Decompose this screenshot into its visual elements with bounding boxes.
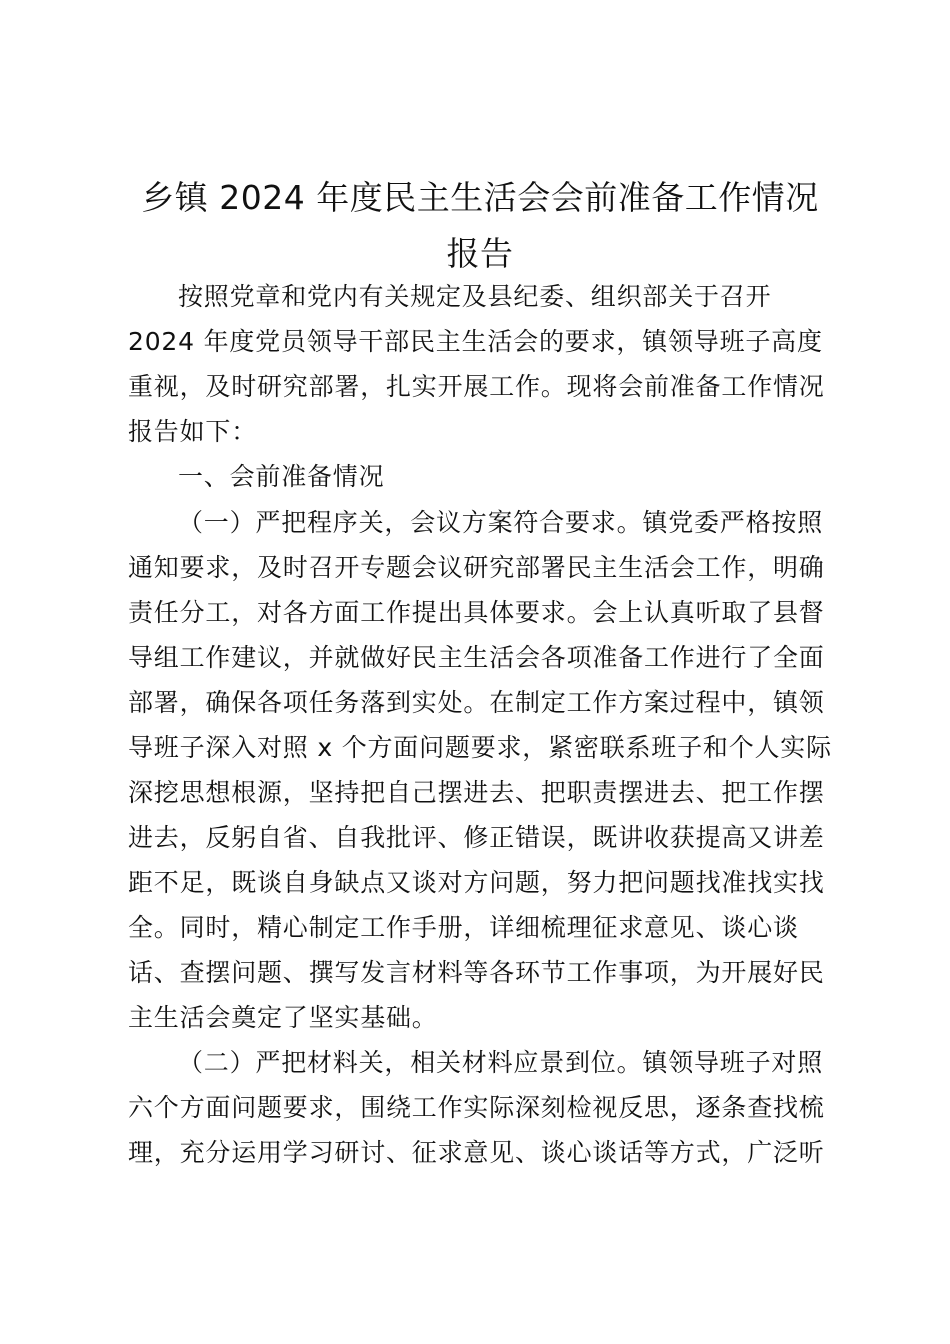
paragraph-line: 进去，反躬自省、自我批评、修正错误，既讲收获提高又讲差 bbox=[128, 823, 825, 852]
paragraph-line: 六个方面问题要求，围绕工作实际深刻检视反思，逐条查找梳 bbox=[128, 1093, 825, 1122]
paragraph-line: 全。同时，精心制定工作手册，详细梳理征求意见、谈心谈 bbox=[128, 913, 799, 942]
paragraph-line: 按照党章和党内有关规定及县纪委、组织部关于召开 bbox=[178, 282, 772, 311]
section-heading: 一、会前准备情况 bbox=[178, 462, 385, 491]
paragraph-line: 理，充分运用学习研讨、征求意见、谈心谈话等方式，广泛听 bbox=[128, 1138, 825, 1167]
paragraph-line: 距不足，既谈自身缺点又谈对方问题，努力把问题找准找实找 bbox=[128, 868, 825, 897]
document-title bbox=[100, 170, 860, 282]
paragraph-line: 深挖思想根源，坚持把自己摆进去、把职责摆进去、把工作摆 bbox=[128, 778, 825, 807]
paragraph-line: 部署，确保各项任务落到实处。在制定工作方案过程中，镇领 bbox=[128, 688, 825, 717]
paragraph-line: 导组工作建议，并就做好民主生活会各项准备工作进行了全面 bbox=[128, 643, 825, 672]
paragraph-line: 2024 年度党员领导干部民主生活会的要求，镇领导班子高度 bbox=[128, 327, 823, 356]
paragraph-line: 话、查摆问题、撰写发言材料等各环节工作事项，为开展好民 bbox=[128, 958, 825, 987]
paragraph-line: 主生活会奠定了坚实基础。 bbox=[128, 1003, 438, 1032]
paragraph-line: 重视，及时研究部署，扎实开展工作。现将会前准备工作情况 bbox=[128, 372, 825, 401]
paragraph-line: 导班子深入对照 x 个方面问题要求，紧密联系班子和个人实际 bbox=[128, 733, 832, 762]
paragraph-line: （一）严把程序关，会议方案符合要求。镇党委严格按照 bbox=[178, 508, 824, 537]
paragraph-line: 责任分工，对各方面工作提出具体要求。会上认真听取了县督 bbox=[128, 598, 825, 627]
paragraph-line: 通知要求，及时召开专题会议研究部署民主生活会工作，明确 bbox=[128, 553, 825, 582]
paragraph-line: 报告如下： bbox=[128, 417, 258, 446]
title-line-2: 报告 bbox=[446, 234, 514, 273]
title-line-1: 乡镇 2024 年度民主生活会会前准备工作情况 bbox=[141, 178, 819, 217]
paragraph-line: （二）严把材料关，相关材料应景到位。镇领导班子对照 bbox=[178, 1048, 824, 1077]
